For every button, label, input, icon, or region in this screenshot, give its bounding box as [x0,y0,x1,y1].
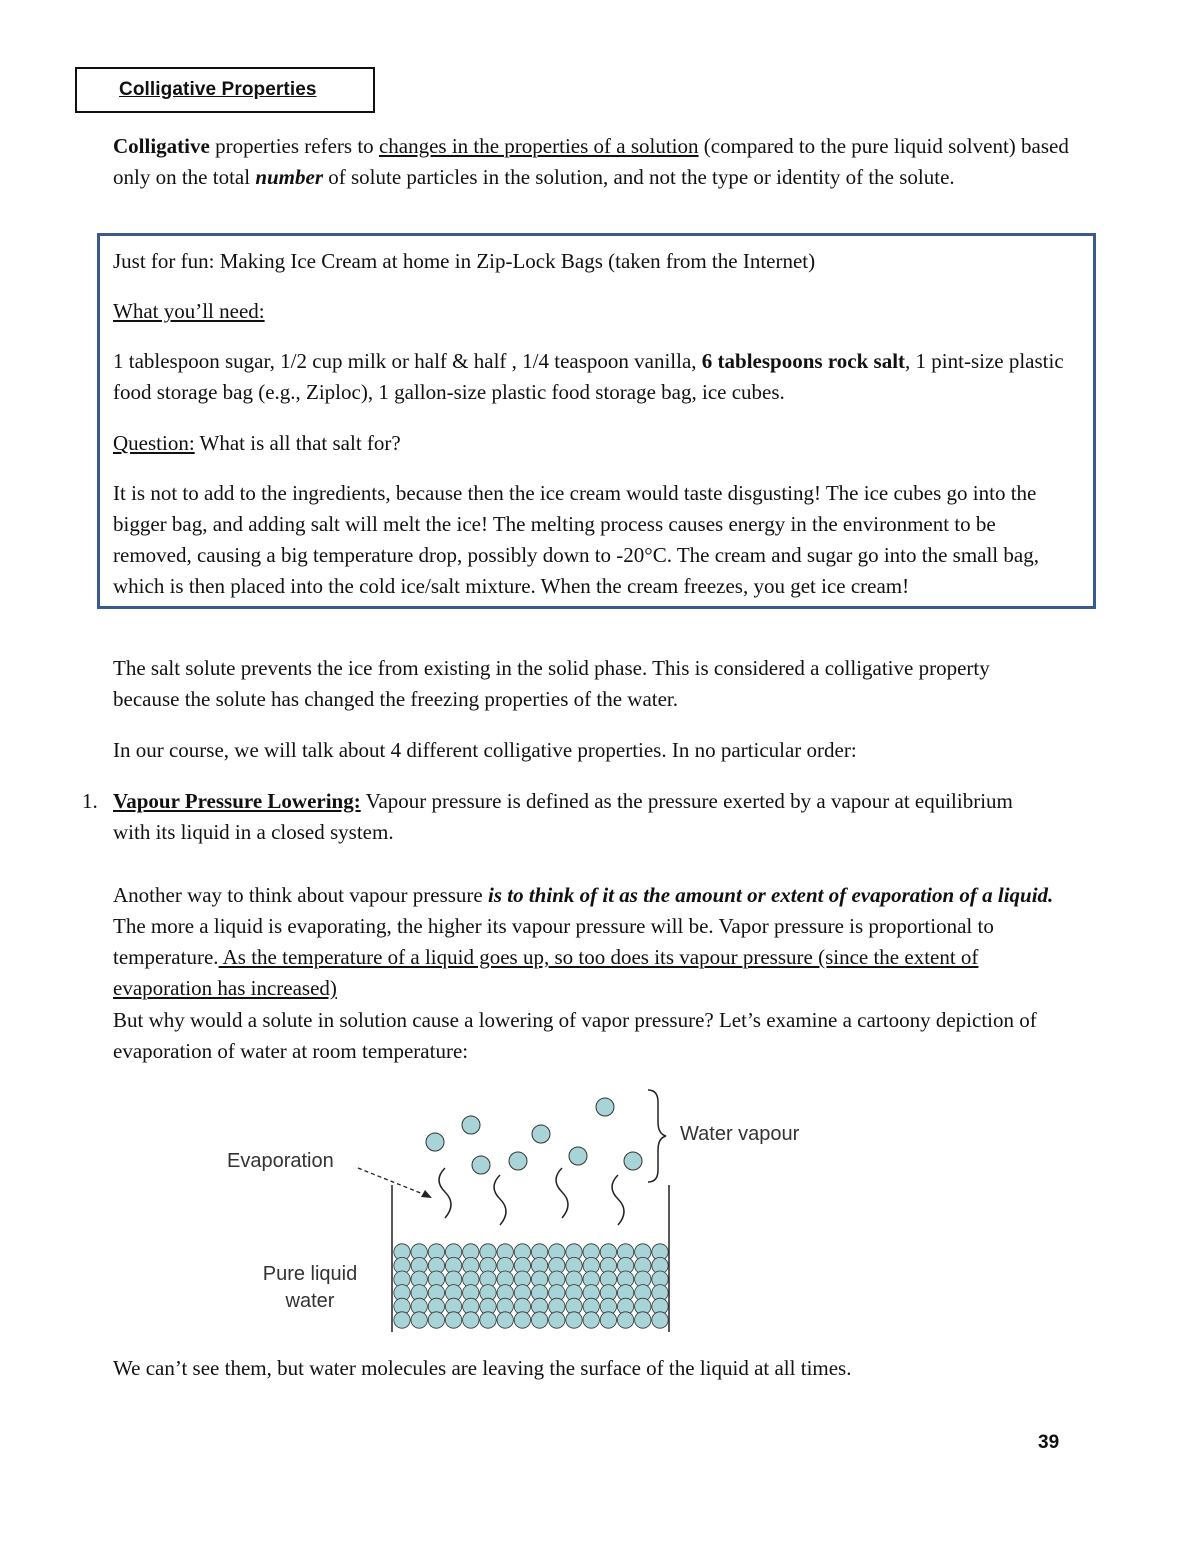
liquid-molecule [566,1312,582,1328]
liquid-molecule [652,1312,668,1328]
item1-heading: Vapour Pressure Lowering: [113,789,361,813]
liquid-molecule [635,1312,651,1328]
liquid-molecule [600,1312,616,1328]
squiggle [556,1168,568,1218]
fun-box-ingredients [113,346,1078,408]
list-item-vapour-pressure [113,786,1033,848]
vapour-paragraph [113,880,1073,1004]
list-number-1: 1. [82,789,98,813]
evaporation-arrowhead [421,1190,432,1198]
page-number: 39 [1038,1432,1060,1453]
evaporation-diagram [200,1080,840,1340]
intro-part2: (compared to the pure liquid solvent) based only on the total [113,134,1069,189]
liquid-molecule [463,1312,479,1328]
label-water-vapour: Water vapour [680,1123,800,1145]
vapour-molecule [509,1152,527,1170]
vapour-molecule [532,1125,550,1143]
liquid-molecule [411,1312,427,1328]
ingredients-bold: 6 tablespoons rock salt [701,349,906,373]
label-pure-liquid: Pure liquid [262,1263,358,1285]
liquid-molecules [394,1244,668,1328]
intro-paragraph [113,131,1073,193]
water-vapour-brace [648,1090,666,1182]
squiggle [494,1175,506,1225]
vapour-molecule [472,1156,490,1174]
question-label: Question: [113,431,195,455]
title-box [75,67,375,113]
liquid-molecule [531,1312,547,1328]
liquid-molecule [549,1312,565,1328]
ingredients-part-b: , 1 pint-size plastic food storage bag (e.g., Ziploc), 1 gallon-size plastic food storage bag, ice cubes. [113,349,1064,404]
vapour-part-a: Another way to think about vapour pressure [113,883,488,907]
intro-term: Colligative [113,134,210,158]
page-title: Colligative Properties [119,79,317,100]
vapour-molecule [596,1098,614,1116]
fun-box-question [113,428,1078,459]
course-paragraph: In our course, we will talk about 4 different colligative properties. In no particular order: [113,738,857,762]
fun-box-answer: It is not to add to the ingredients, because then the ice cream would taste disgusting! The ice cubes go into the bigger bag, and adding salt will melt the ice! The melting process causes energy in the environment to be removed, causing a big temperature drop, possibly down to -20°C. The cream and sugar go into the small bag, which is then placed into the cold ice/salt mixture. When the cream freezes, you get ice cream! [113,481,1039,598]
salt-paragraph: The salt solute prevents the ice from existing in the solid phase. This is considered a colligative property because the solute has changed the freezing properties of the water. [113,656,990,711]
liquid-molecule [514,1312,530,1328]
vapour-molecule [569,1147,587,1165]
liquid-molecule [394,1312,410,1328]
liquid-molecule [445,1312,461,1328]
squiggle [612,1175,624,1225]
closing-paragraph: We can’t see them, but water molecules are leaving the surface of the liquid at all times. [113,1356,852,1380]
vapour-molecule [426,1133,444,1151]
label-evaporation: Evaporation [227,1150,334,1172]
liquid-molecule [428,1312,444,1328]
fun-box-heading: Just for fun: Making Ice Cream at home in Zip-Lock Bags (taken from the Internet) [113,249,816,273]
vapour-molecule [462,1116,480,1134]
item1-text: Vapour pressure is defined as the pressure exerted by a vapour at equilibrium with its liquid in a closed system. [113,789,1013,844]
ingredients-part-a: 1 tablespoon sugar, 1/2 cup milk or half & half , 1/4 teaspoon vanilla, [113,349,702,373]
intro-part3: of solute particles in the solution, and not the type or identity of the solute. [323,165,955,189]
squiggle [439,1168,451,1218]
liquid-molecule [617,1312,633,1328]
intro-part1: properties refers to [209,134,379,158]
intro-emphasis: number [255,165,324,189]
vapour-underlined: As the temperature of a liquid goes up, so too does its vapour pressure (since the extent of evaporation has increased) [113,945,979,1000]
label-water: water [285,1290,335,1312]
vapour-bold-italic: is to think of it as the amount or extent of evaporation of a liquid. [488,883,1054,907]
vapour-molecule [624,1152,642,1170]
intro-underlined: changes in the properties of a solution [378,134,699,158]
why-paragraph: But why would a solute in solution cause a lowering of vapor pressure? Let’s examine a cartoony depiction of evaporation of water at room temperature: [113,1008,1037,1063]
evaporation-arrow [358,1168,428,1196]
evaporation-squiggles [439,1168,624,1225]
vapour-molecules [426,1098,642,1174]
question-text: What is all that salt for? [194,431,401,455]
vapour-part-b: The more a liquid is evaporating, the higher its vapour pressure will be. Vapor pressure is proportional to temperature. [113,914,994,969]
fun-box-need-label: What you’ll need: [113,299,265,323]
liquid-molecule [583,1312,599,1328]
liquid-molecule [480,1312,496,1328]
liquid-molecule [497,1312,513,1328]
